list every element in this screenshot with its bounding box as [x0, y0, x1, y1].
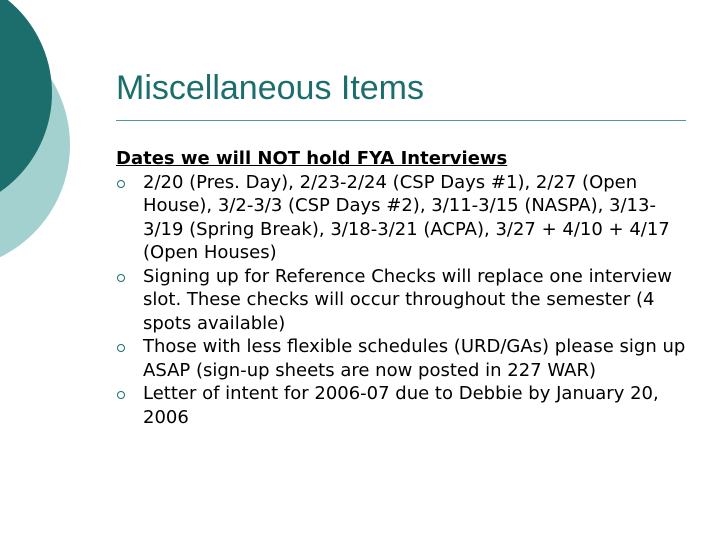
- title-divider: [116, 120, 686, 121]
- bullet-text: Signing up for Reference Checks will replace one interview slot. These checks will occur throughout the semester (4 spots available): [143, 265, 672, 334]
- list-item: [116, 265, 696, 336]
- list-item: [116, 171, 696, 265]
- slide-title: Miscellaneous Items: [116, 69, 425, 107]
- list-item: [116, 335, 696, 382]
- bullet-text: Letter of intent for 2006-07 due to Debbie by January 20, 2006: [143, 383, 659, 428]
- decorative-circles: [0, 0, 120, 300]
- bullet-list: [116, 171, 696, 430]
- hollow-circle-icon: [117, 180, 125, 188]
- bullet-text: Those with less flexible schedules (URD/GAs) please sign up ASAP (sign-up sheets are now posted in 227 WAR): [143, 336, 686, 381]
- hollow-circle-icon: [117, 344, 125, 352]
- hollow-circle-icon: [117, 391, 125, 399]
- hollow-circle-icon: [117, 274, 125, 282]
- slide-body: [116, 147, 696, 429]
- section-heading: Dates we will NOT hold FYA Interviews: [116, 148, 508, 169]
- bullet-text: 2/20 (Pres. Day), 2/23-2/24 (CSP Days #1), 2/27 (Open House), 3/2-3/3 (CSP Days #2), 3/11-3/15 (NASPA), 3/13-3/19 (Spring Break), 3/18-3/21 (ACPA), 3/27 + 4/10 + 4/17 (Open Houses): [143, 171, 670, 263]
- list-item: [116, 382, 696, 429]
